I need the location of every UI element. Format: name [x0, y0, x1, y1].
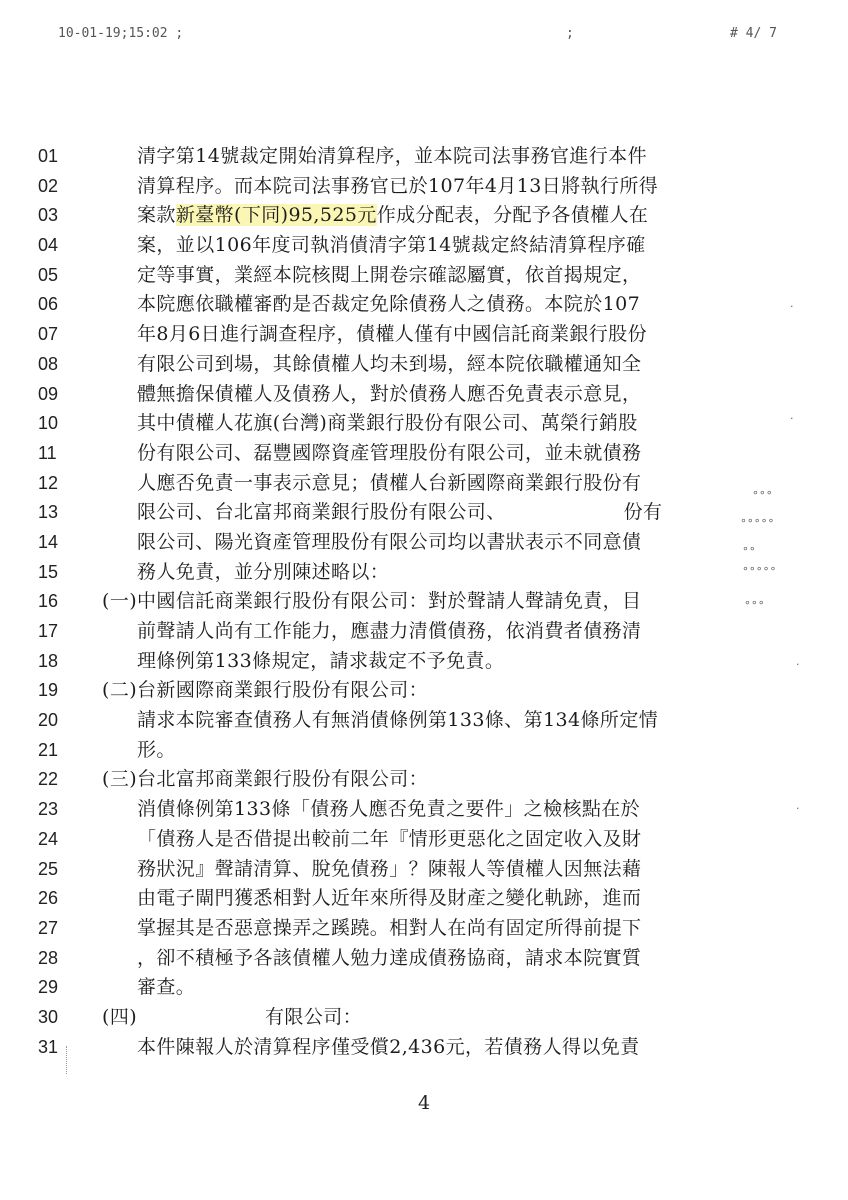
fax-page-indicator: # 4/ 7	[730, 26, 777, 41]
line-number: 04	[38, 235, 59, 256]
line-number: 29	[38, 977, 59, 998]
document-line	[0, 617, 848, 647]
document-line	[0, 855, 848, 885]
line-text: 本件陳報人於清算程序僅受償2,436元，若債務人得以免責	[137, 1035, 640, 1058]
line-number: 23	[38, 799, 59, 820]
scan-speck: ·	[796, 802, 800, 815]
list-marker: (三)	[102, 768, 138, 791]
list-marker: (二)	[102, 679, 138, 702]
line-text: 由電子閘門獲悉相對人近年來所得及財產之變化軌跡，進而	[137, 887, 642, 910]
document-line	[0, 528, 848, 558]
document-line	[0, 914, 848, 944]
fax-timestamp: 10-01-19;15:02 ;	[58, 26, 184, 41]
document-line	[0, 498, 848, 528]
document-body	[0, 142, 848, 1062]
scan-speck: ·	[790, 412, 794, 425]
line-number: 21	[38, 739, 59, 760]
line-text	[102, 1003, 362, 1032]
line-text: 審查。	[137, 976, 196, 999]
line-number: 08	[38, 353, 59, 374]
document-line	[0, 587, 848, 617]
line-text	[137, 201, 648, 230]
line-text	[137, 498, 662, 527]
line-number: 19	[38, 680, 59, 701]
line-number: 05	[38, 264, 59, 285]
line-number: 22	[38, 769, 59, 790]
line-number: 10	[38, 413, 59, 434]
document-line	[0, 944, 848, 974]
line-text: 請求本院審查債務人有無消債條例第133條、第134條所定情	[137, 709, 659, 732]
document-line	[0, 765, 848, 795]
document-line	[0, 320, 848, 350]
document-line	[0, 676, 848, 706]
line-number: 28	[38, 947, 59, 968]
line-number: 02	[38, 175, 59, 196]
line-text: 務狀況』聲請清算、脫免債務」？陳報人等債權人因無法藉	[137, 857, 642, 880]
document-line	[0, 973, 848, 1003]
line-text: 份有限公司、磊豐國際資產管理股份有限公司，並未就債務	[137, 441, 642, 464]
document-line	[0, 795, 848, 825]
line-number: 15	[38, 561, 59, 582]
line-text: 人應否免責一事表示意見；債權人台新國際商業銀行股份有	[137, 471, 642, 494]
line-number: 12	[38, 472, 59, 493]
document-line	[0, 1033, 848, 1063]
scan-speck: ∘∘∘∘∘	[740, 514, 775, 527]
line-text-pre: 限公司、台北富邦商業銀行股份有限公司、	[137, 501, 506, 524]
document-line	[0, 647, 848, 677]
document-line	[0, 558, 848, 588]
line-number: 27	[38, 917, 59, 938]
fax-header	[0, 26, 848, 46]
document-line	[0, 201, 848, 231]
line-number: 07	[38, 324, 59, 345]
document-line	[0, 409, 848, 439]
line-body: 中國信託商業銀行股份有限公司：對於聲請人聲請免責，目	[137, 590, 642, 613]
line-number: 25	[38, 858, 59, 879]
line-text: 案，並以106年度司執消債清字第14號裁定終結清算程序確	[137, 234, 646, 257]
document-line	[0, 142, 848, 172]
line-body: 台北富邦商業銀行股份有限公司：	[137, 768, 429, 791]
scan-speck: ·	[790, 300, 794, 313]
document-line	[0, 231, 848, 261]
line-number: 26	[38, 888, 59, 909]
line-text: 「債務人是否借提出較前二年『情形更惡化之固定收入及財	[137, 827, 642, 850]
line-text: 限公司、陽光資產管理股份有限公司均以書狀表示不同意債	[137, 530, 642, 553]
scan-speck: ·	[796, 658, 800, 671]
line-text	[102, 587, 641, 616]
line-text: 體無擔保債權人及債務人，對於債務人應否免責表示意見，	[137, 382, 642, 405]
line-text-post: 份有	[623, 501, 663, 524]
line-number: 13	[38, 502, 59, 523]
line-text: ，卻不積極予各該債權人勉力達成債務協商，請求本院實質	[137, 946, 642, 969]
line-number: 30	[38, 1006, 59, 1027]
line-body: 台新國際商業銀行股份有限公司：	[137, 679, 429, 702]
line-number: 14	[38, 531, 59, 552]
line-text	[102, 765, 428, 794]
line-text: 前聲請人尚有工作能力，應盡力清償債務，依消費者債務清	[137, 620, 642, 642]
scan-speck: ∘∘∘	[744, 596, 765, 609]
line-number: 24	[38, 828, 59, 849]
scan-speck: ∘∘∘	[752, 486, 773, 499]
document-line	[0, 350, 848, 380]
line-text: 消債條例第133條「債務人應否免責之要件」之檢核點在於	[137, 798, 641, 821]
line-number: 01	[38, 146, 59, 166]
document-line	[0, 439, 848, 469]
line-number: 03	[38, 205, 59, 226]
line-text: 有限公司到場，其餘債權人均未到場，經本院依職權通知全	[137, 352, 642, 375]
line-number: 09	[38, 383, 59, 404]
fax-separator: ;	[566, 26, 574, 41]
document-line	[0, 825, 848, 855]
line-text: 務人免責，並分別陳述略以：	[137, 560, 390, 583]
list-marker: (四)	[102, 1005, 138, 1028]
line-text: 理條例第133條規定，請求裁定不予免責。	[137, 649, 505, 672]
line-number: 06	[38, 294, 59, 315]
document-line	[0, 172, 848, 202]
line-text-post: 作成分配表，分配予各債權人在	[376, 204, 649, 227]
line-text: 年8月6日進行調查程序，債權人僅有中國信託商業銀行股份	[137, 323, 647, 346]
scan-speck: ∘∘	[742, 542, 756, 555]
line-number: 31	[38, 1036, 59, 1057]
document-line	[0, 884, 848, 914]
document-line	[0, 736, 848, 766]
line-text	[102, 676, 428, 705]
line-text: 定等事實，業經本院核閱上開卷宗確認屬實，依首揭規定，	[137, 263, 642, 286]
document-line	[0, 1003, 848, 1033]
highlighted-amount: 新臺幣(下同)95,525元	[175, 204, 377, 227]
line-number: 20	[38, 710, 59, 731]
line-text: 形。	[137, 738, 176, 761]
line-text: 其中債權人花旗(台灣)商業銀行股份有限公司、萬榮行銷股	[137, 412, 638, 435]
line-number: 16	[38, 591, 59, 612]
line-number: 11	[38, 442, 57, 463]
line-number: 18	[38, 650, 59, 671]
line-text-pre: 案款	[137, 204, 176, 227]
line-text: 清算程序。而本院司法事務官已於107年4月13日將執行所得	[137, 174, 659, 197]
line-text: 清字第14號裁定開始清算程序，並本院司法事務官進行本件	[137, 145, 647, 167]
line-text-post: 有限公司：	[265, 1005, 363, 1028]
document-line	[0, 261, 848, 291]
page-number: 4	[417, 1092, 431, 1114]
document-line	[0, 706, 848, 736]
scan-speck: ∘∘∘∘∘	[742, 562, 777, 575]
document-line	[0, 469, 848, 499]
line-text: 本院應依職權審酌是否裁定免除債務人之債務。本院於107	[137, 293, 641, 316]
gutter-rule	[66, 1046, 68, 1074]
line-number: 17	[38, 621, 59, 641]
document-line	[0, 290, 848, 320]
document-line	[0, 380, 848, 410]
line-text: 掌握其是否惡意操弄之蹊蹺。相對人在尚有固定所得前提下	[137, 916, 642, 939]
list-marker: (一)	[102, 590, 138, 613]
